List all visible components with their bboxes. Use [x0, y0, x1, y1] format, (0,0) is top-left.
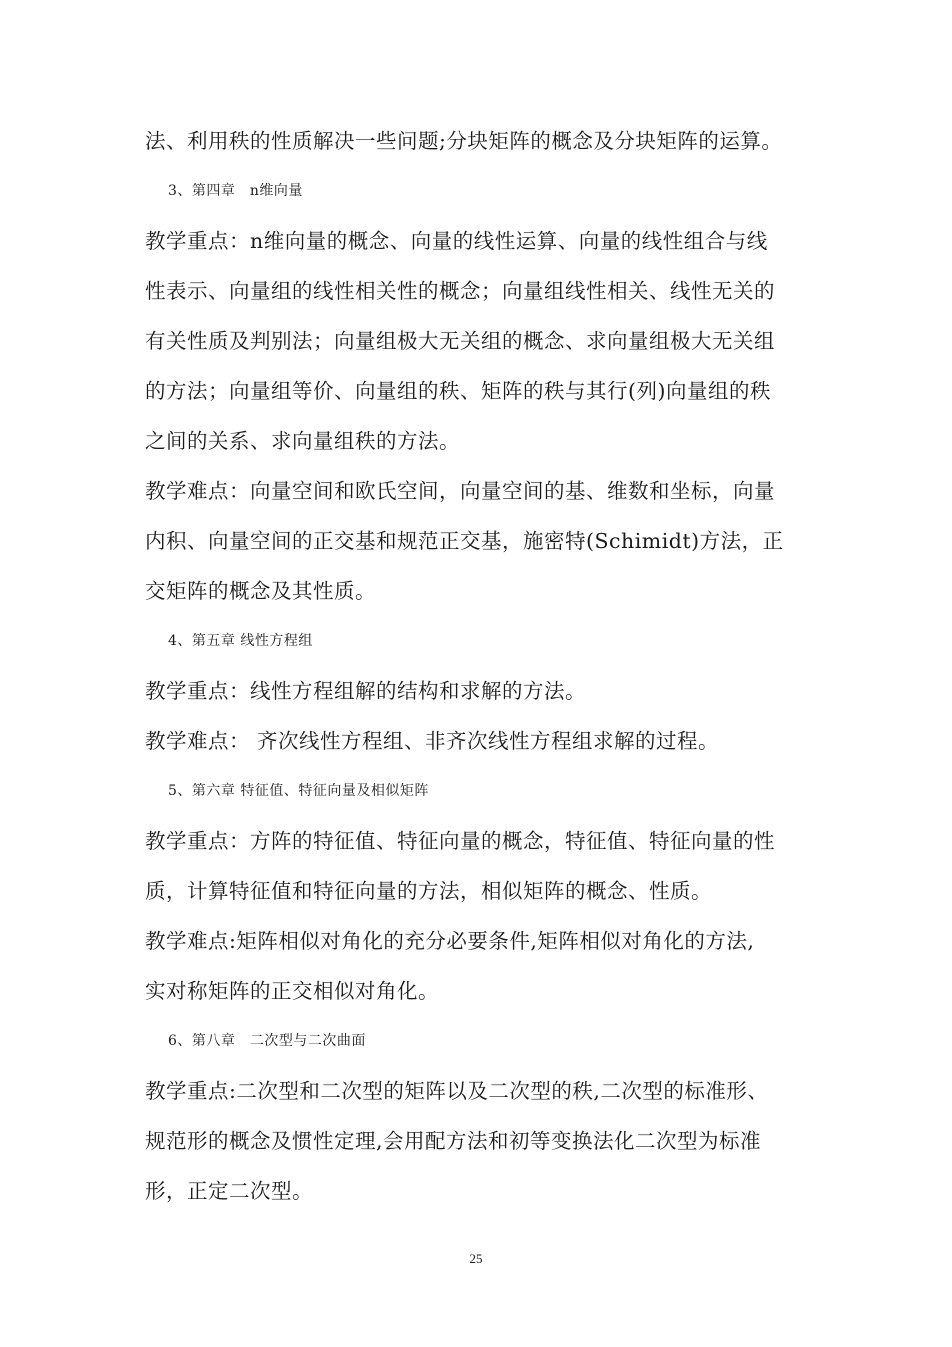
paragraph-line: 教学重点:二次型和二次型的矩阵以及二次型的秩,二次型的标准形、	[145, 1079, 769, 1103]
paragraph-line: 教学难点：向量空间和欧氏空间，向量空间的基、维数和坐标，向量	[145, 479, 775, 503]
paragraph-line: 教学难点： 齐次线性方程组、非齐次线性方程组求解的过程。	[145, 729, 720, 753]
section-heading-chapter-8: 6、第八章 二次型与二次曲面	[168, 1033, 366, 1049]
section-heading-chapter-5: 4、第五章 线性方程组	[168, 633, 313, 649]
section-heading-chapter-4: 3、第四章 n维向量	[168, 183, 303, 199]
paragraph-line: 法、利用秩的性质解决一些问题;分块矩阵的概念及分块矩阵的运算。	[145, 129, 783, 153]
paragraph-line: 实对称矩阵的正交相似对角化。	[145, 979, 439, 1003]
paragraph-line: 有关性质及判别法；向量组极大无关组的概念、求向量组极大无关组	[145, 329, 775, 353]
paragraph-line: 交矩阵的概念及其性质。	[145, 579, 376, 603]
paragraph-line: 教学难点:矩阵相似对角化的充分必要条件,矩阵相似对角化的方法,	[145, 929, 755, 953]
page-number: 25	[469, 1251, 483, 1266]
paragraph-line: 之间的关系、求向量组秩的方法。	[145, 429, 460, 453]
paragraph-line: 教学重点：线性方程组解的结构和求解的方法。	[145, 679, 586, 703]
paragraph-line: 质，计算特征值和特征向量的方法，相似矩阵的概念、性质。	[145, 879, 712, 903]
paragraph-line: 性表示、向量组的线性相关性的概念；向量组线性相关、线性无关的	[145, 279, 775, 303]
paragraph-line: 的方法；向量组等价、向量组的秩、矩阵的秩与其行(列)向量组的秩	[145, 379, 771, 403]
section-heading-chapter-6: 5、第六章 特征值、特征向量及相似矩阵	[168, 783, 429, 799]
paragraph-line: 内积、向量空间的正交基和规范正交基，施密特(Schimidt)方法，正	[145, 529, 784, 553]
paragraph-line: 教学重点：n维向量的概念、向量的线性运算、向量的线性组合与线	[145, 229, 768, 253]
paragraph-line: 规范形的概念及惯性定理,会用配方法和初等变换法化二次型为标准	[145, 1129, 762, 1153]
paragraph-line: 教学重点：方阵的特征值、特征向量的概念，特征值、特征向量的性	[145, 829, 775, 853]
paragraph-line: 形，正定二次型。	[145, 1179, 313, 1203]
